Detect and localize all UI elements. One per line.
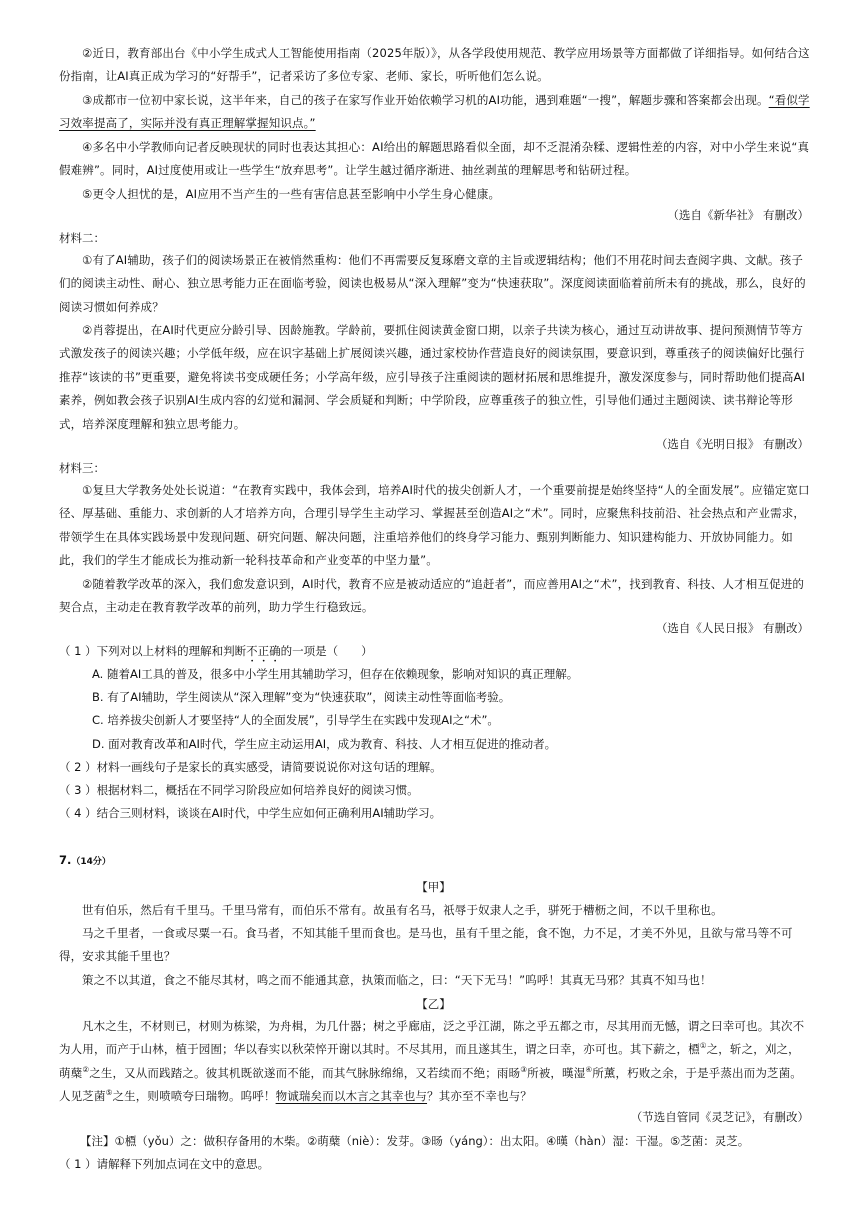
q6-option-d[interactable]: D. 面对教育改革和AI时代，学生应主动运用AI，成为教育、科技、人才相互促进的推动者。: [92, 737, 557, 751]
m2-label: 材料二：: [59, 231, 105, 245]
q7-yi-paragraph: [59, 1015, 811, 1109]
note-marker-1: ①: [699, 1041, 707, 1051]
q7-header: [59, 852, 111, 870]
q7-jia-paragraph-2: 马之千里者，一食或尽粟一石。食马者，不知其能千里而食也。是马也，虽有千里之能，食不饱，力不足，才美不外见，且欲与常马等不可得，安求其能千里也？: [59, 926, 793, 964]
m1-source: （选自《新华社》 有删改）: [667, 208, 809, 222]
q6-sub-4: （ 4 ）结合三则材料，谈谈在AI时代，中学生应如何正确利用AI辅助学习。: [59, 806, 442, 820]
note-marker-4: ④: [585, 1064, 593, 1074]
q7-number: 7.: [59, 853, 72, 867]
q6-sub-2: （ 2 ）材料一画线句子是家长的真实感受，请简要说说你对这句话的理解。: [59, 760, 442, 774]
m1-paragraph-5: ⑤更令人担忧的是，AI应用不当产生的一些有害信息甚至影响中小学生身心健康。: [82, 187, 501, 201]
q7-sub-1: （ 1 ）请解释下列加点词在文中的意思。: [59, 1157, 270, 1171]
note-marker-2: ②: [82, 1064, 90, 1074]
q7-yi-text-b: 之，斩之，刈之，萌蘖: [59, 1042, 800, 1080]
q7-underlined-sentence: 物诚瑞矣而以木言之其幸也与: [275, 1089, 428, 1104]
q7-yi-text-a: 凡木之生，不材则已，材则为栋梁，为舟楫，为几什器；树之乎廊庙，泛之乎江湖，陈之乎五都之市，尽其用而无憾，谓之曰幸可也。其次不为人用，而产于山林，植于园囿；华以春实以秋荣悴开谢以其时。不尽其用，而且遂其生，谓之曰幸，亦可也。其下薪之，槱: [59, 1019, 805, 1057]
q7-jia-paragraph-3: 策之不以其道，食之不能尽其材，鸣之而不能通其意，执策而临之，曰：“天下无马！”呜呼！其真无马邪？其真不知马也！: [82, 973, 712, 987]
q6-sub-3: （ 3 ）根据材料二，概括在不同学习阶段应如何培养良好的阅读习惯。: [59, 783, 419, 797]
q6-sub-1-emphasis: 不正确: [246, 644, 281, 658]
note-marker-5: ⑤: [105, 1088, 113, 1098]
m2-paragraph-1: ①有了AI辅助，孩子们的阅读场景正在被悄然重构：他们不再需要反复琢磨文章的主旨或逻辑结构；他们不用花时间去查阅字典、文献。孩子们的阅读主动性、耐心、独立思考能力正在面临考验，阅读也极易从“深入理解”变为“快速获取”。深度阅读面临着前所未有的挑战，那么，良好的阅读习惯如何养成？: [59, 253, 806, 314]
m1-paragraph-3-text: ③成都市一位初中家长说，这半年来，自己的孩子在家写作业开始依赖学习机的AI功能，遇到难题“一搜”，解题步骤和答案都会出现。: [82, 93, 769, 107]
m2-source: （选自《光明日报》 有删改）: [655, 437, 809, 451]
m3-paragraph-2: ②随着教学改革的深入，我们愈发意识到，AI时代，教育不应是被动适应的“追赶者”，而应善用AI之“术”，找到教育、科技、人才相互促进的契合点，主动走在教育教学改革的前列，助力学生行稳致远。: [59, 577, 805, 615]
q7-jia-title: 【甲】: [416, 880, 451, 894]
q7-yi-text-e: 所薰，朽败之余，于是乎蒸出而为芝菌。人见芝菌: [59, 1065, 802, 1104]
q7-yi-text-f: 之生，则喷喷夸曰瑞物。呜呼！: [112, 1089, 276, 1104]
m1-paragraph-3: [59, 89, 811, 136]
q6-option-b[interactable]: B. 有了AI辅助，学生阅读从“深入理解”变为“快速获取”，阅读主动性等面临考验。: [92, 690, 511, 704]
m2-paragraph-2: ②肖蓉提出，在AI时代更应分龄引导、因龄施教。学龄前，要抓住阅读黄金窗口期，以亲子共读为核心，通过互动讲故事、提问预测情节等方式激发孩子的阅读兴趣；小学低年级，应在识字基础上扩展阅读兴趣，通过家校协作营造良好的阅读氛围，要意识到，尊重孩子的阅读偏好比强行推荐“该读的书”更重要，避免将读书变成硬任务；小学高年级，应引导孩子注重阅读的题材拓展和思维提升，激发深度参与，同时帮助他们提高AI素养，例如教会孩子识别AI生成内容的幻觉和漏洞、学会质疑和判断；中学阶段，应尊重孩子的独立性，引导他们通过主题阅读、读书辩论等形式，培养深度理解和独立思考能力。: [59, 323, 806, 431]
m3-paragraph-1: ①复旦大学教务处处长说道：“在教育实践中，我体会到，培养AI时代的拔尖创新人才，一个重要前提是始终坚持“人的全面发展”。应锚定宽口径、厚基础、重能力、求创新的人才培养方向，合理引导学生主动学习、掌握甚至创造AI之“术”。同时，应聚焦科技前沿、社会热点和产业需求，带领学生在具体实践场景中发现问题、研究问题、解决问题，注重培养他们的终身学习能力、甄别判断能力、知识建构能力、开放协同能力。如此，我们的学生才能成长为推动新一轮科技革命和产业变革的中坚力量”。: [59, 483, 810, 568]
q6-option-c[interactable]: C. 培养拔尖创新人才要坚持“人的全面发展”，引导学生在实践中发现AI之“术”。: [92, 713, 499, 727]
q7-source: （节选自管同《灵芝记》，有删改）: [630, 1110, 809, 1124]
m3-source: （选自《人民日报》 有删改）: [655, 621, 809, 635]
q7-yi-title: 【乙】: [416, 997, 451, 1011]
m1-paragraph-4: ④多名中小学教师向记者反映现状的同时也表达其担心：AI给出的解题思路看似全面，却不乏混淆杂糅、逻辑性差的内容，对中小学生来说“真假难辨”。同时，AI过度使用或让一些学生“放弃思考”。让学生越过循序渐进、抽丝剥茧的理解思考和钻研过程。: [59, 140, 810, 178]
q7-notes: 【注】①槱（yǒu）之：做积存备用的木柴。②萌蘖（niè）：发芽。③旸（yáng）：出太阳。④暵（hàn）湿：干湿。⑤芝菌：灵芝。: [80, 1134, 750, 1148]
m1-paragraph-2: ②近日，教育部出台《中小学生成式人工智能使用指南（2025年版）》，从各学段使用规范、教学应用场景等方面都做了详细指导。如何结合这份指南，让AI真正成为学习的“好帮手”，记者采访了多位专家、老师、家长，听听他们怎么说。: [59, 46, 810, 84]
q7-yi-text-g: ？其亦至不幸也与？: [427, 1089, 532, 1104]
q6-sub-1: [59, 643, 373, 665]
q6-option-a[interactable]: A. 随着AI工具的普及，很多中小学生用其辅助学习，但存在依赖现象，影响对知识的真正理解。: [92, 667, 579, 681]
note-marker-3: ③: [520, 1064, 528, 1074]
q7-score: （14分）: [71, 857, 111, 867]
q7-yi-text-c: 之生，又从而践踏之。彼其机既欲遂而不能，而其气脉脉绵绵，又若续而不绝；雨旸: [89, 1065, 521, 1080]
q7-yi-text-d: 所被，暵湿: [527, 1065, 586, 1080]
q6-sub-1-a: （ 1 ）下列对以上材料的理解和判断: [59, 644, 247, 658]
m1-underlined-sentence: “看似学习效率提高了，实际并没有真正理解掌握知识点。”: [59, 93, 810, 131]
q7-jia-paragraph-1: 世有伯乐，然后有千里马。千里马常有，而伯乐不常有。故虽有名马，祇辱于奴隶人之手，骈死于槽枥之间，不以千里称也。: [82, 903, 723, 917]
q6-sub-1-b: 的一项是（ ）: [280, 644, 373, 658]
m3-label: 材料三：: [59, 461, 105, 475]
